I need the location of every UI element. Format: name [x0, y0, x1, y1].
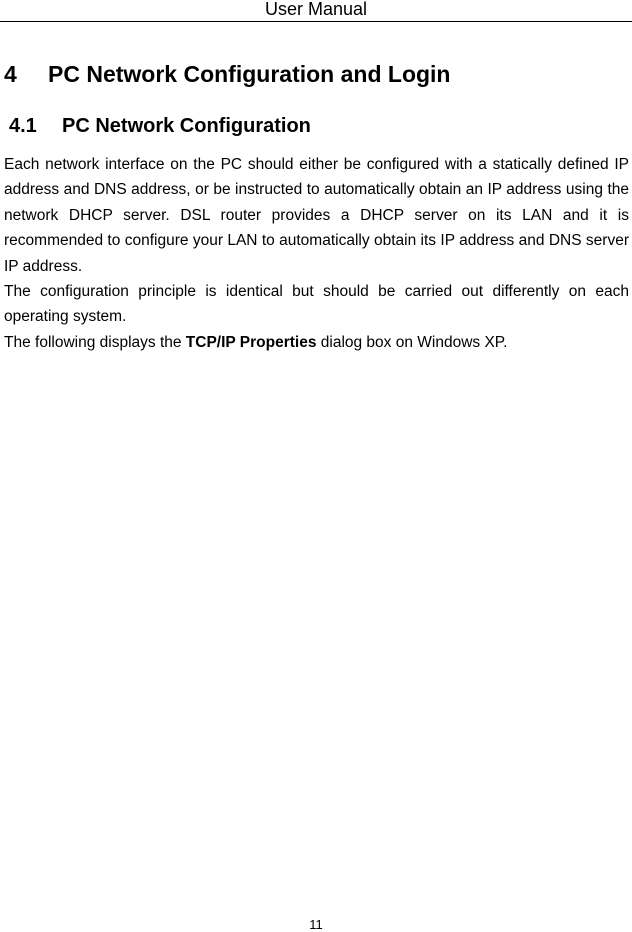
page-number: 11	[309, 917, 323, 932]
chapter-heading	[4, 60, 450, 88]
chapter-number: 4	[4, 61, 17, 87]
tcpip-properties-term: TCP/IP Properties	[185, 333, 317, 351]
section-body	[4, 152, 629, 355]
section-title: PC Network Configuration	[62, 115, 311, 137]
paragraph-os-principle: The configuration principle is identical but should be carried out differently on each operating system.	[4, 283, 629, 326]
paragraph-tcpip-dialog	[4, 330, 629, 355]
section-heading	[9, 113, 311, 139]
paragraph-text: The following displays the	[4, 333, 186, 351]
running-header	[0, 0, 632, 22]
section-number: 4.1	[9, 115, 37, 137]
paragraph-dhcp-intro: Each network interface on the PC should either be configured with a statically defined IP address and DNS address, or be instructed to automatically obtain an IP address using the network DHCP server. DSL router provides a DHCP server on its LAN and it is recommended to configure your LAN to automatically obtain its IP address and DNS server IP address.	[4, 156, 629, 275]
document-title: User Manual	[264, 0, 368, 19]
chapter-title: PC Network Configuration and Login	[48, 61, 451, 87]
paragraph-text: dialog box on Windows XP.	[316, 333, 508, 351]
